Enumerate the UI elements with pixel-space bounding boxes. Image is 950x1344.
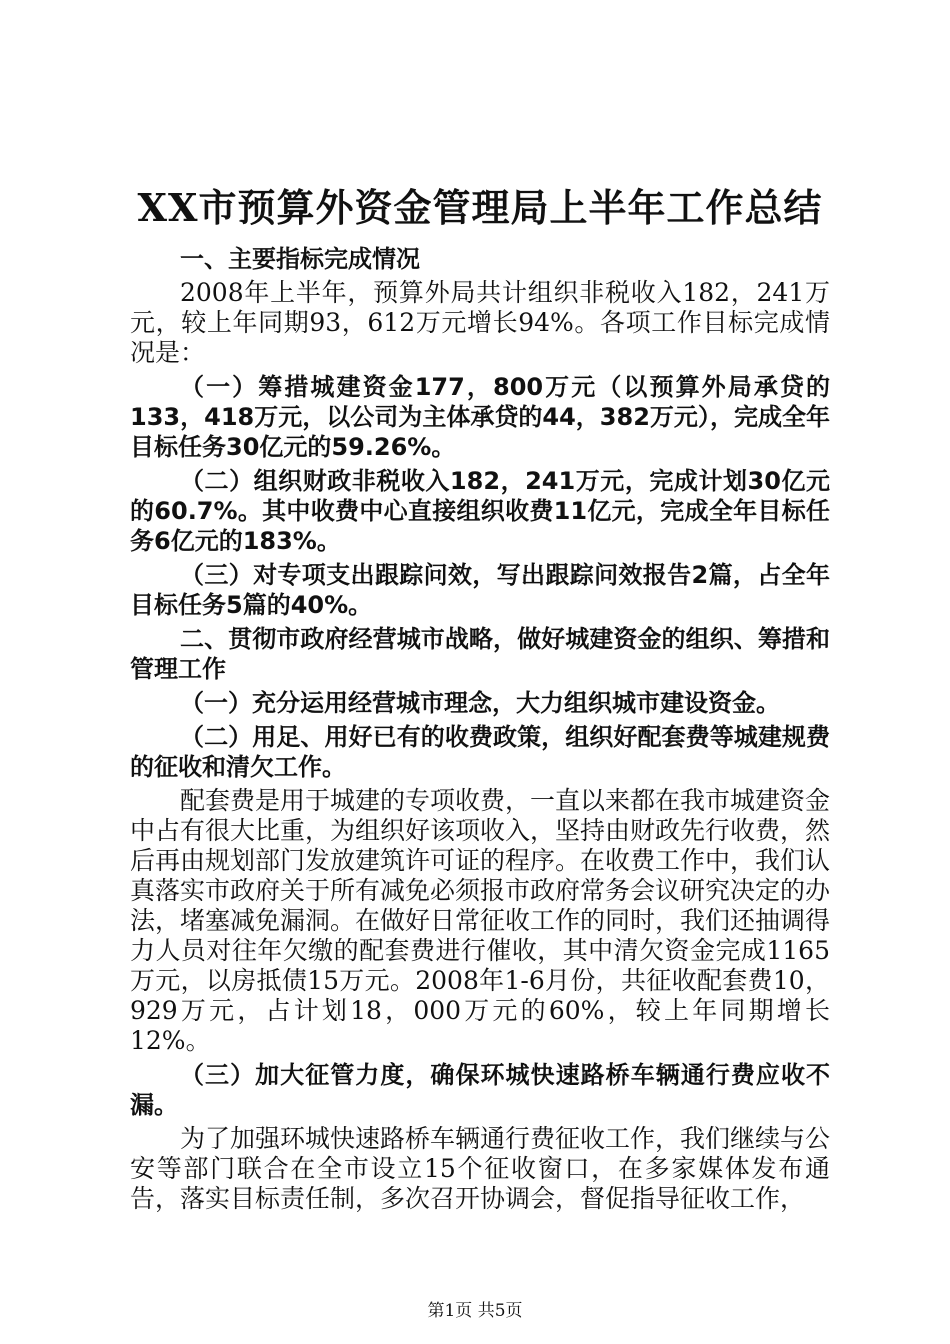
section-heading: 二、贯彻市政府经营城市战略，做好城建资金的组织、筹措和管理工作: [130, 625, 830, 683]
section-heading: （一）充分运用经营城市理念，大力组织城市建设资金。: [180, 689, 780, 717]
document-title: XX市预算外资金管理局上半年工作总结: [137, 185, 823, 230]
body-paragraph: 为了加强环城快速路桥车辆通行费征收工作，我们继续与公安等部门联合在全市设立15个征收窗口，在多家媒体发布通告，落实目标责任制，多次召开协调会，督促指导征收工作，: [130, 1124, 831, 1213]
body-paragraph: 2008年上半年，预算外局共计组织非税收入182，241万元，较上年同期93，612万元增长94%。各项工作目标完成情况是：: [130, 278, 830, 367]
body-paragraph: 配套费是用于城建的专项收费，一直以来都在我市城建资金中占有很大比重，为组织好该项收入，坚持由财政先行收费，然后再由规划部门发放建筑许可证的程序。在收费工作中，我们认真落实市政府关于所有减免必须报市政府常务会议研究决定的办法，堵塞减免漏洞。在做好日常征收工作的同时，我们还抽调得力人员对往年欠缴的配套费进行催收，其中清欠资金完成1165万元，以房抵债15万元。2008年1-6月份，共征收配套费10，929万元，占计划18，000万元的60%，较上年同期增长12%。: [130, 786, 831, 1055]
section-heading: （二）组织财政非税收入182，241万元，完成计划30亿元的60.7%。其中收费中心直接组织收费11亿元，完成全年目标任务6亿元的183%。: [130, 467, 830, 555]
section-heading: （三）对专项支出跟踪问效，写出跟踪问效报告2篇，占全年目标任务5篇的40%。: [130, 561, 830, 619]
section-heading: （三）加大征管力度，确保环城快速路桥车辆通行费应收不漏。: [130, 1061, 830, 1119]
section-heading: （二）用足、用好已有的收费政策，组织好配套费等城建规费的征收和清欠工作。: [130, 723, 830, 781]
section-heading: 一、主要指标完成情况: [180, 245, 420, 273]
section-heading: （一）筹措城建资金177，800万元（以预算外局承贷的133，418万元，以公司为主体承贷的44，382万元），完成全年目标任务30亿元的59.26%。: [130, 373, 830, 461]
page-footer: 第1页 共5页: [427, 1301, 523, 1321]
document-body: [130, 244, 830, 1214]
document-page: [130, 180, 830, 1218]
